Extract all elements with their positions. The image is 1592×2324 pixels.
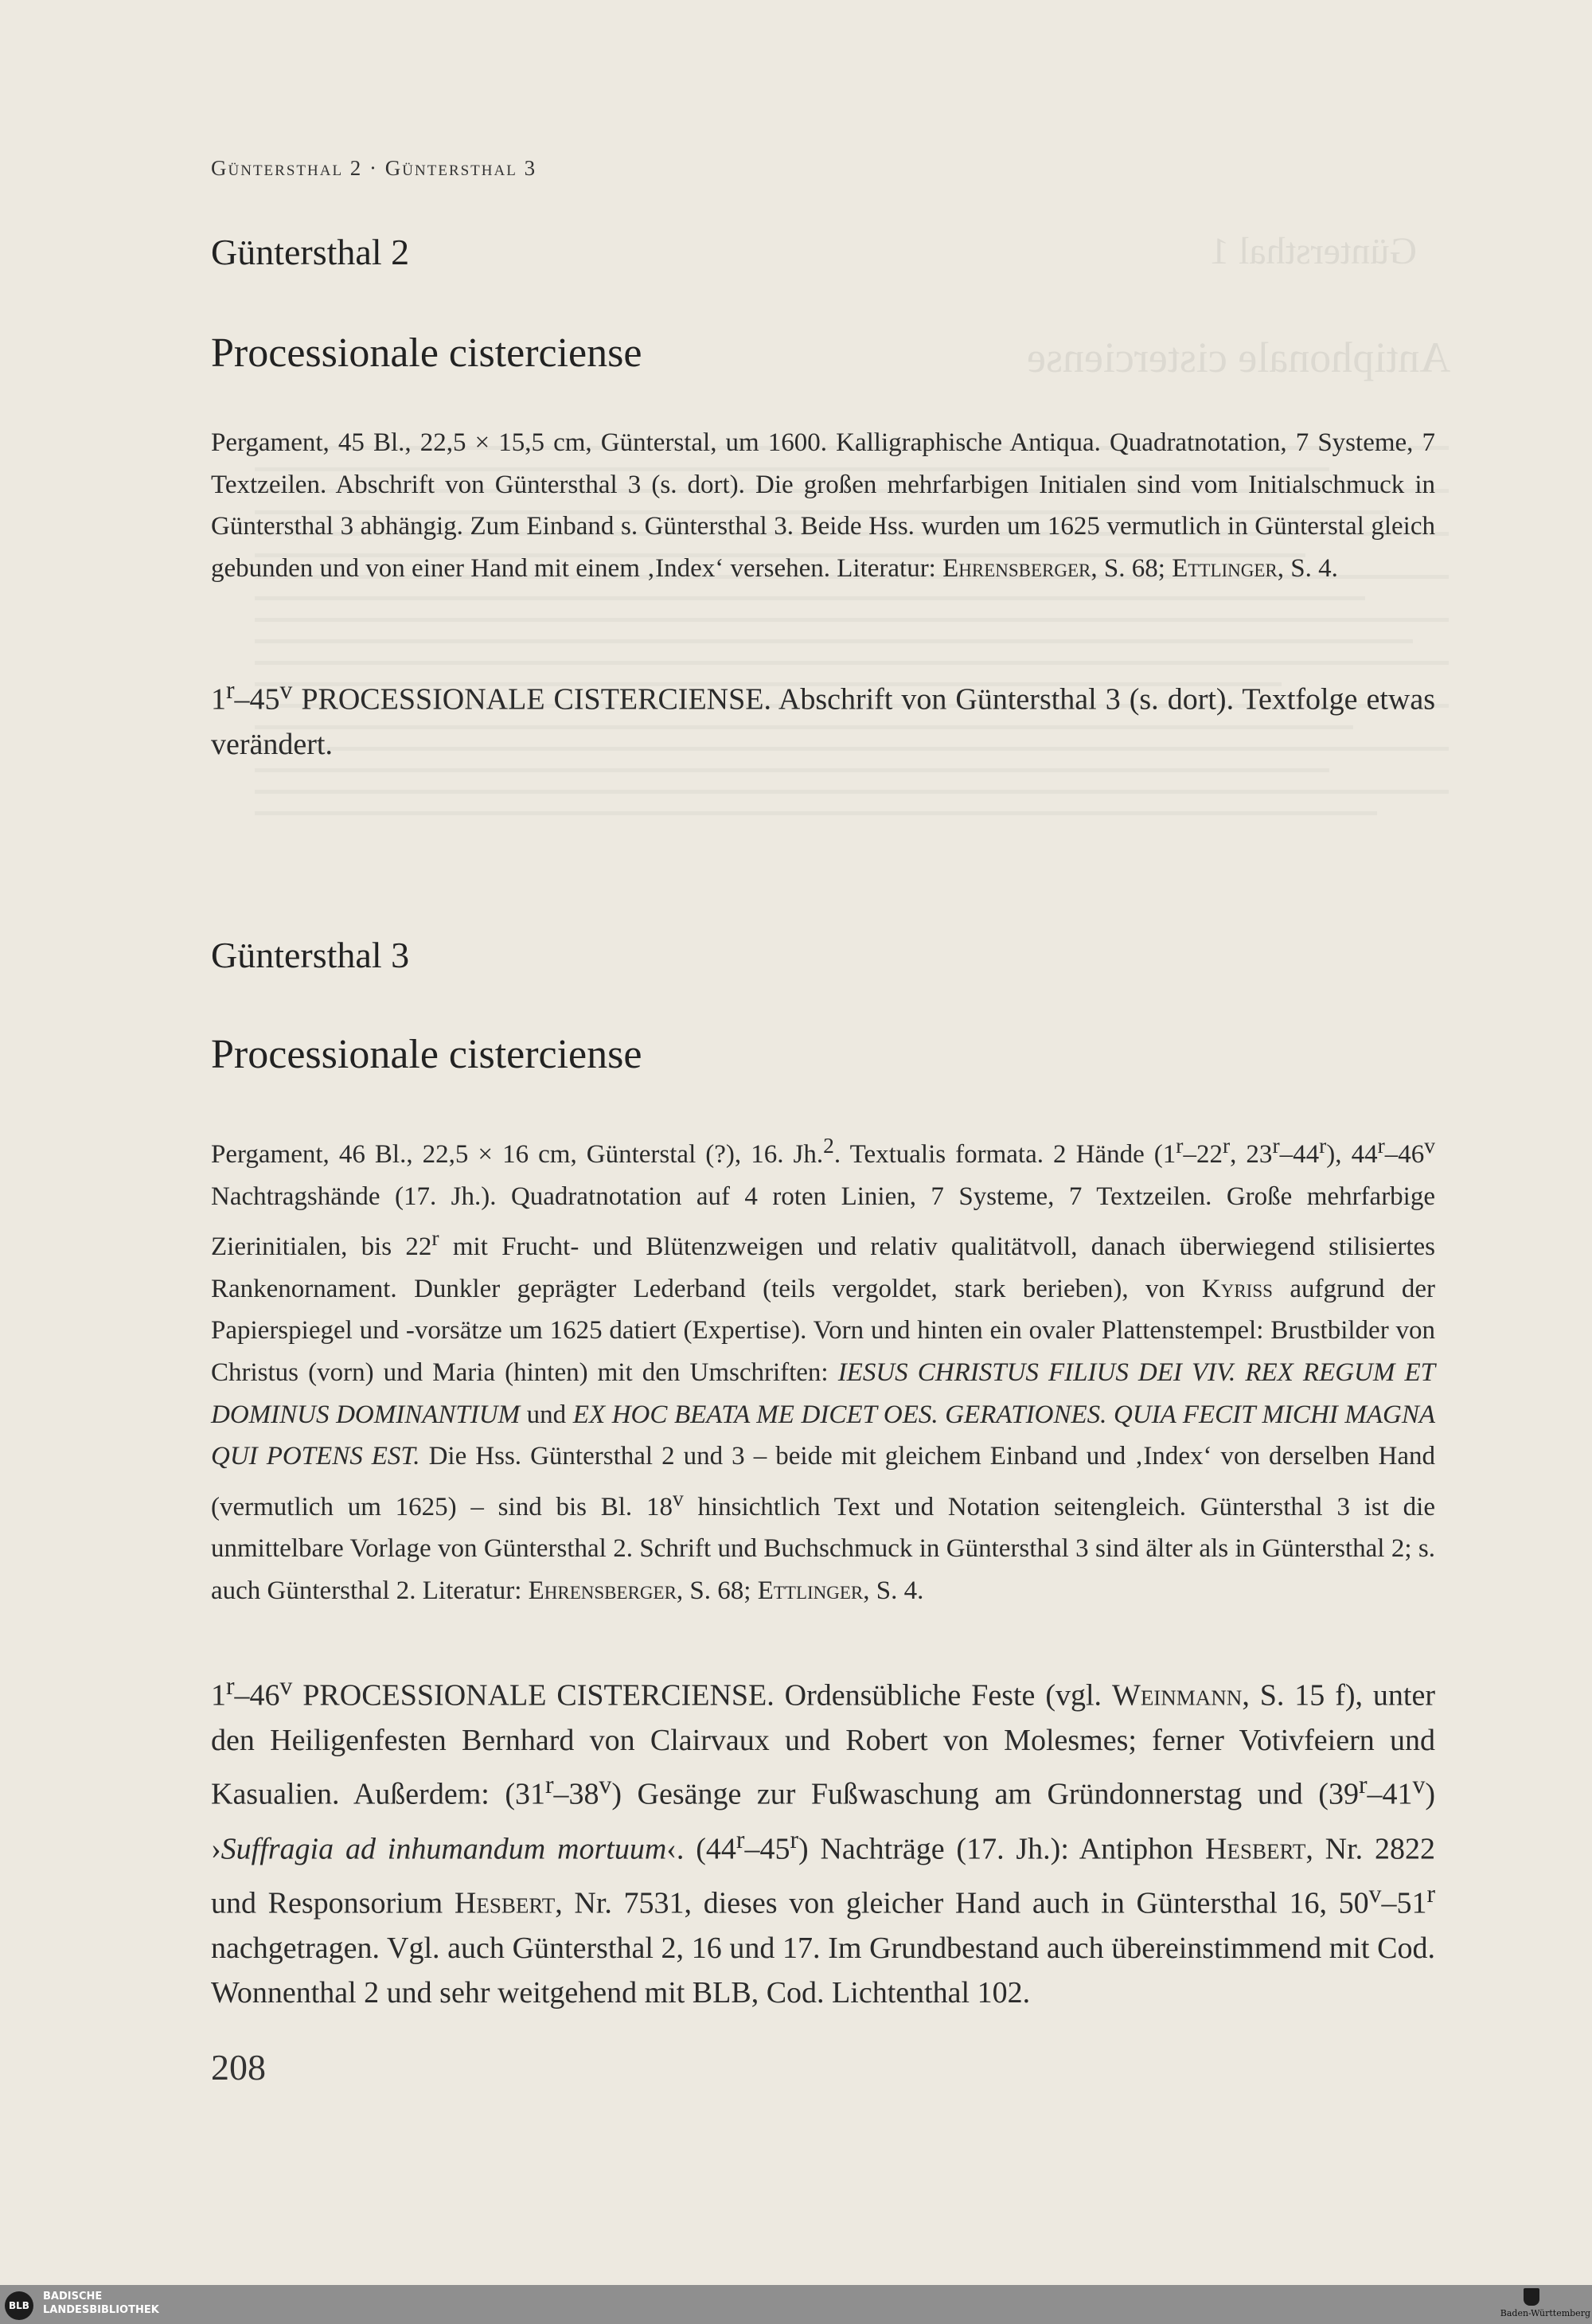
library-name[interactable]: BADISCHE LANDESBIBLIOTHEK — [43, 2291, 159, 2316]
running-head: Güntersthal 2 · Güntersthal 3 — [211, 156, 537, 180]
state-name: Baden-Württemberg — [1500, 2308, 1590, 2318]
blb-logo-icon[interactable]: BLB — [5, 2291, 33, 2320]
entry-subtitle: Processionale cisterciense — [211, 330, 642, 376]
entry-title: Güntersthal 3 — [211, 935, 410, 975]
entry-description: Pergament, 45 Bl., 22,5 × 15,5 cm, Günterstal, um 1600. Kalligraphische Antiqua. Quadratnotation, 7 Systeme, 7 Textzeilen. Abschrift von Güntersthal 3 (s. dort). Die großen mehrfarbigen Initialen sind vom Initialschmuck in Güntersthal 3 abhängig. Zum Einband s. Güntersthal 3. Beide Hss. wurden um 1625 vermutlich in Günterstal gleich gebunden und von einer Hand mit einem ‚Index‘ versehen. Literatur: Ehrensberger, S. 68; Ettlinger, S. 4. — [211, 428, 1435, 583]
entry-subtitle: Processionale cisterciense — [211, 1032, 642, 1077]
entry-contents: 1$^r$–45$^v$ PROCESSIONALE CISTERCIENSE. Abschrift von Güntersthal 3 (s. dort). Textfolge etwas verändert. — [211, 676, 1435, 762]
page-number: 208 — [211, 2047, 266, 2088]
entry-title: Güntersthal 2 — [211, 232, 410, 272]
library-footer-bar — [0, 2285, 1592, 2324]
entry-contents: 1$^r$–46$^v$ PROCESSIONALE CISTERCIENSE. Ordensübliche Feste (vgl. Weinmann, S. 15 f), unter den Heiligenfesten Bernhard von Clairvaux und Robert von Molesmes; ferner Votivfeiern und Kasualien. Außerdem: (31$^r$–38$^v$) Gesänge zur Fußwaschung am Gründonnerstag und (39$^r$–41$^v$) ›Suffragia ad inhumandum mortuum‹. (44$^r$–45$^r$) Nachträge (17. Jh.): Antiphon Hesbert, Nr. 2822 und Responsorium Hesbert, Nr. 7531, dieses von gleicher Hand auch in Güntersthal 16, 50$^v$–51$^r$ nachgetragen. Vgl. auch Güntersthal 2, 16 und 17. Im Grundbestand auch übereinstimmend mit Cod. Wonnenthal 2 und sehr weitgehend mit BLB, Cod. Lichtenthal 102. — [211, 1672, 1436, 2010]
state-crest-icon — [1524, 2288, 1539, 2306]
bleed-through-subtitle: Antiphonale cisterciense — [1027, 334, 1451, 381]
bleed-through-title: Güntersthal 1 — [1210, 230, 1417, 272]
entry-description: Pergament, 46 Bl., 22,5 × 16 cm, Günterstal (?), 16. Jh.$^2$. Textualis formata. 2 Hände (1$^r$–22$^r$, 23$^r$–44$^r$), 44$^r$–46$^v$ Nachtragshände (17. Jh.). Quadratnotation auf 4 roten Linien, 7 Systeme, 7 Textzeilen. Große mehrfarbige Zierinitialen, bis 22$^r$ mit Frucht- und Blütenzweigen und relativ qualitätvoll, danach überwiegend stilisiertes Rankenornament. Dunkler geprägter Lederband (teils vergoldet, stark berieben), von Kyriss aufgrund der Papierspiegel und -vorsätze um 1625 datiert (Expertise). Vorn und hinten ein ovaler Plattenstempel: Brustbilder von Christus (vorn) und Maria (hinten) mit den Umschriften: IESUS CHRISTUS FILIUS DEI VIV. REX REGUM ET DOMINUS DOMINANTIUM und EX HOC BEATA ME DICET OES. GERATIONES. QUIA FECIT MICHI MAGNA QUI POTENS EST. Die Hss. Güntersthal 2 und 3 – beide mit gleichem Einband und ‚Index‘ von derselben Hand (vermutlich um 1625) – sind bis Bl. 18$^v$ hinsichtlich Text und Notation seitengleich. Güntersthal 3 ist die unmittelbare Vorlage von Güntersthal 2. Schrift und Buchschmuck in Güntersthal 3 sind älter als in Güntersthal 2; s. auch Güntersthal 2. Literatur: Ehrensberger, S. 68; Ettlinger, S. 4. — [211, 1133, 1436, 1605]
